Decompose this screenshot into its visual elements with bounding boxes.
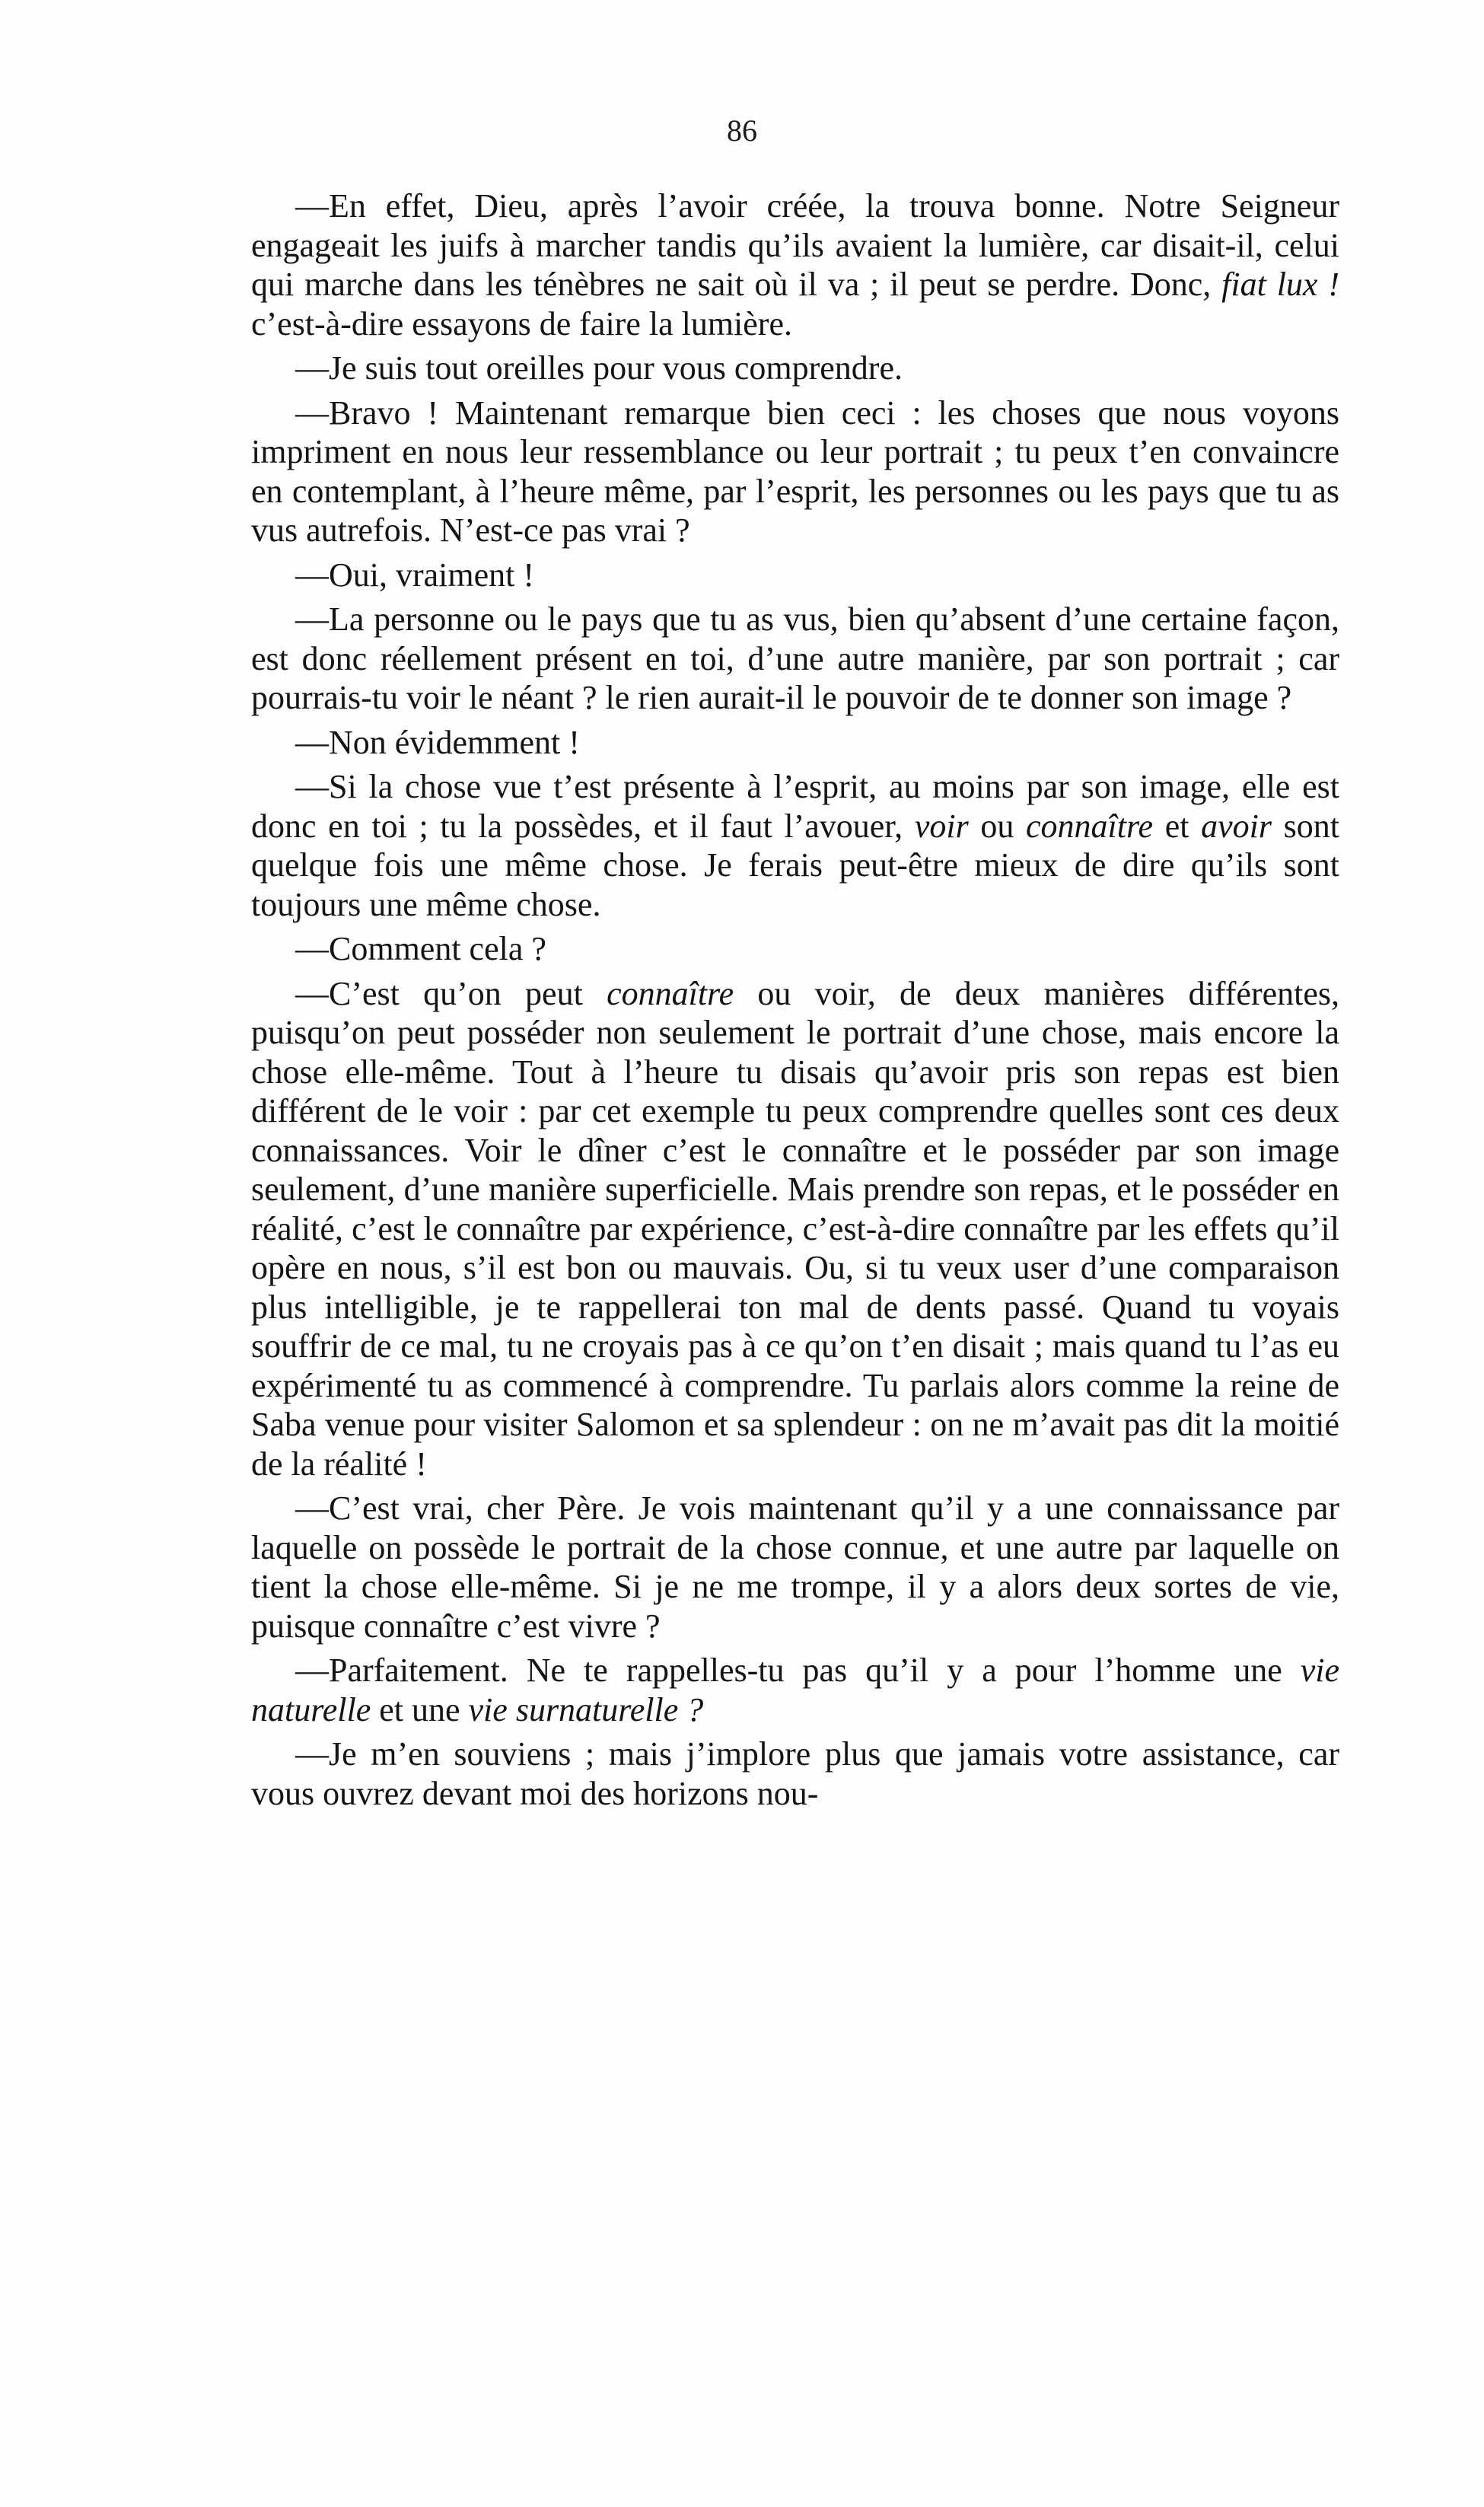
paragraph xyxy=(251,556,1339,595)
italic-text: connaître xyxy=(1026,807,1154,845)
text-run: c’est-à-dire essayons de faire la lumière. xyxy=(251,304,792,342)
text-run: —Je m’en souviens ; mais j’implore plus que jamais votre assistance, car vous ouvrez devant moi des horizons nou- xyxy=(251,1735,1339,1812)
italic-text: avoir xyxy=(1201,807,1272,845)
text-run: —C’est qu’on peut xyxy=(295,974,607,1012)
text-run: sont quelque fois une même chose. Je ferais peut-être mieux de dire qu’ils sont toujours une même chose. xyxy=(251,807,1340,923)
page-number: 86 xyxy=(727,113,757,148)
paragraph xyxy=(251,393,1339,550)
text-run: et une xyxy=(371,1690,469,1728)
text-run: —Parfaitement. Ne te rappelles-tu pas qu’il y a pour l’homme une xyxy=(295,1652,1301,1689)
text-run: —Bravo ! Maintenant remarque bien ceci : les choses que nous voyons impriment en nous leur ressemblance ou leur portrait ; tu peux t’en convaincre en contemplant, à l’heure même, par l’esprit, les personnes ou les pays que tu as vus autrefois. N’est-ce pas vrai ? xyxy=(251,393,1339,549)
italic-text: vie naturelle xyxy=(251,1652,1339,1728)
text-run: —C’est vrai, cher Père. Je vois maintenant qu’il y a une connaissance par laquelle on possède le portrait de la chose connue, et une autre par laquelle on tient la chose elle-même. Si je ne me trompe, il y a alors deux sortes de vie, puisque connaître c’est vivre ? xyxy=(251,1489,1339,1645)
paragraph xyxy=(251,186,1339,343)
italic-text: fiat lux ! xyxy=(1221,266,1339,303)
paragraph xyxy=(251,723,1339,763)
body-text xyxy=(251,186,1339,1813)
italic-text: voir xyxy=(914,807,969,845)
text-run: —Si la chose vue t’est présente à l’esprit, au moins par son image, elle est donc en toi ; tu la possèdes, et il faut l’avouer, xyxy=(251,768,1339,845)
text-run: —La personne ou le pays que tu as vus, bien qu’absent d’une certaine façon, est donc réellement présent en toi, d’une autre manière, par son portrait ; car pourrais-tu voir le néant ? le rien aurait-il le pouvoir de te donner son image ? xyxy=(251,600,1339,716)
paragraph xyxy=(251,600,1339,718)
paragraph xyxy=(251,767,1339,924)
paragraph xyxy=(251,1489,1339,1645)
paragraph xyxy=(251,1651,1339,1729)
text-run: et xyxy=(1153,807,1202,845)
italic-text: vie surnaturelle ? xyxy=(468,1690,704,1728)
text-run: —Comment cela ? xyxy=(295,930,546,967)
text-run: ou voir, de deux manières différentes, puisqu’on peut posséder non seulement le portrait d’une chose, mais encore la chose elle-même. Tout à l’heure tu disais qu’avoir pris son repas est bien différent de le voir : par cet exemple tu peux comprendre quelles sont ces deux connaissances. Voir le dîner c’est le connaître et le posséder par son image seulement, d’une manière superficielle. Mais prendre son repas, et le posséder en réalité, c’est le connaître par expérience, c’est-à-dire connaître par les effets qu’il opère en nous, s’il est bon ou mauvais. Ou, si tu veux user d’une comparaison plus intelligible, je te rappellerai ton mal de dents passé. Quand tu voyais souffrir de ce mal, tu ne croyais pas à ce qu’on t’en disait ; mais quand tu l’as eu expérimenté tu as commencé à comprendre. Tu parlais alors comme la reine de Saba venue pour visiter Salomon et sa splendeur : on ne m’avait pas dit la moitié de la réalité ! xyxy=(251,974,1339,1483)
text-run: —En effet, Dieu, après l’avoir créée, la trouva bonne. Notre Seigneur engageait les juifs à marcher tandis qu’ils avaient la lumière, car disait-il, celui qui marche dans les ténèbres ne sait où il va ; il peut se perdre. Donc, xyxy=(251,187,1339,303)
text-run: —Non évidemment ! xyxy=(295,723,580,761)
paragraph xyxy=(251,349,1339,388)
italic-text: connaître xyxy=(607,974,734,1012)
text-run: ou xyxy=(968,807,1027,845)
paragraph xyxy=(251,1735,1339,1813)
text-run: —Je suis tout oreilles pour vous comprendre. xyxy=(295,349,903,387)
paragraph xyxy=(251,974,1339,1484)
text-run: —Oui, vraiment ! xyxy=(295,556,535,594)
paragraph xyxy=(251,929,1339,969)
